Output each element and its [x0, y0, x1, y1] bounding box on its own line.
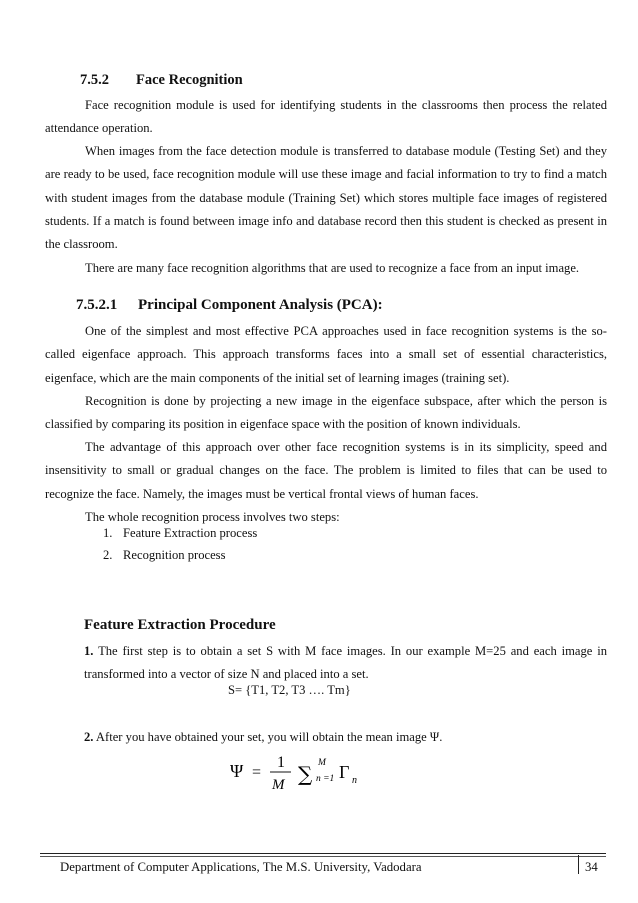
section-heading — [80, 72, 243, 89]
paragraph: The advantage of this approach over other face recognition systems is in its simplicity, speed and insensitivity to small or gradual changes on the face. The problem is limited to files that can be used to recognize the face. Namely, the images must be vertical frontal views of human faces. — [45, 440, 607, 501]
feature-step-2: 2. After you have obtained your set, you will obtain the mean image Ψ. — [84, 730, 443, 744]
sum-lower-limit: n =1 — [316, 774, 335, 784]
section-number: 7.5.2 — [80, 72, 109, 88]
feature-heading: Feature Extraction Procedure — [84, 617, 276, 633]
footer-department: Department of Computer Applications, The M.S. University, Vadodara — [60, 860, 422, 874]
subsection-heading — [76, 297, 383, 314]
subsection-title: Principal Component Analysis (PCA): — [138, 297, 383, 313]
paragraph: One of the simplest and most effective PCA approaches used in face recognition systems is the so-called eigenface approach. This approach transforms faces into a small set of essential characteristics, eigenface, which are the main components of the initial set of learning images (training set). — [45, 324, 607, 385]
fraction-numerator: 1 — [277, 755, 285, 771]
paragraph: When images from the face detection module is transferred to database module (Testing Set) and they are ready to be used, face recognition module will use these image and facial information to try to find a match with student images from the database module (Training Set) which stores multiple face images of registered students. If a match is found between image info and database record then this student is checked as present in the classroom. — [45, 144, 607, 252]
subsection-number: 7.5.2.1 — [76, 297, 118, 313]
psi-symbol: Ψ — [230, 761, 244, 781]
gamma-subscript: n — [352, 775, 357, 786]
set-expression: S= {T1, T2, T3 …. Tm} — [228, 683, 351, 697]
equals-sign: = — [252, 764, 262, 781]
feature-step-1: 1. The first step is to obtain a set S with M face images. In our example M=25 and each image in transformed into a vector of size N and placed into a set. — [84, 644, 607, 682]
paragraph: There are many face recognition algorithms that are used to recognize a face from an input image. — [85, 261, 580, 275]
step-number: 1. — [84, 644, 94, 658]
sum-upper-limit: M — [318, 758, 326, 768]
paragraph: The whole recognition process involves two steps: — [85, 510, 340, 524]
footer-rule-secondary — [40, 856, 606, 857]
mean-image-formula — [225, 755, 385, 795]
list-item: 1. Feature Extraction process — [103, 526, 258, 540]
footer-rule — [40, 853, 606, 854]
page-number: 34 — [585, 860, 598, 874]
list-item: 2. Recognition process — [103, 548, 226, 562]
sigma-symbol: ∑ — [298, 762, 313, 786]
section-title: Face Recognition — [136, 72, 243, 88]
paragraph: Face recognition module is used for identifying students in the classrooms then process the related attendance operation. — [45, 98, 607, 136]
footer-separator — [578, 855, 579, 874]
step-number: 2. — [84, 730, 94, 744]
paragraph: Recognition is done by projecting a new image in the eigenface subspace, after which the person is classified by comparing its position in eigenface space with the position of known individuals. — [45, 394, 607, 432]
fraction-denominator: M — [272, 777, 285, 793]
gamma-symbol: Γ — [339, 762, 350, 782]
